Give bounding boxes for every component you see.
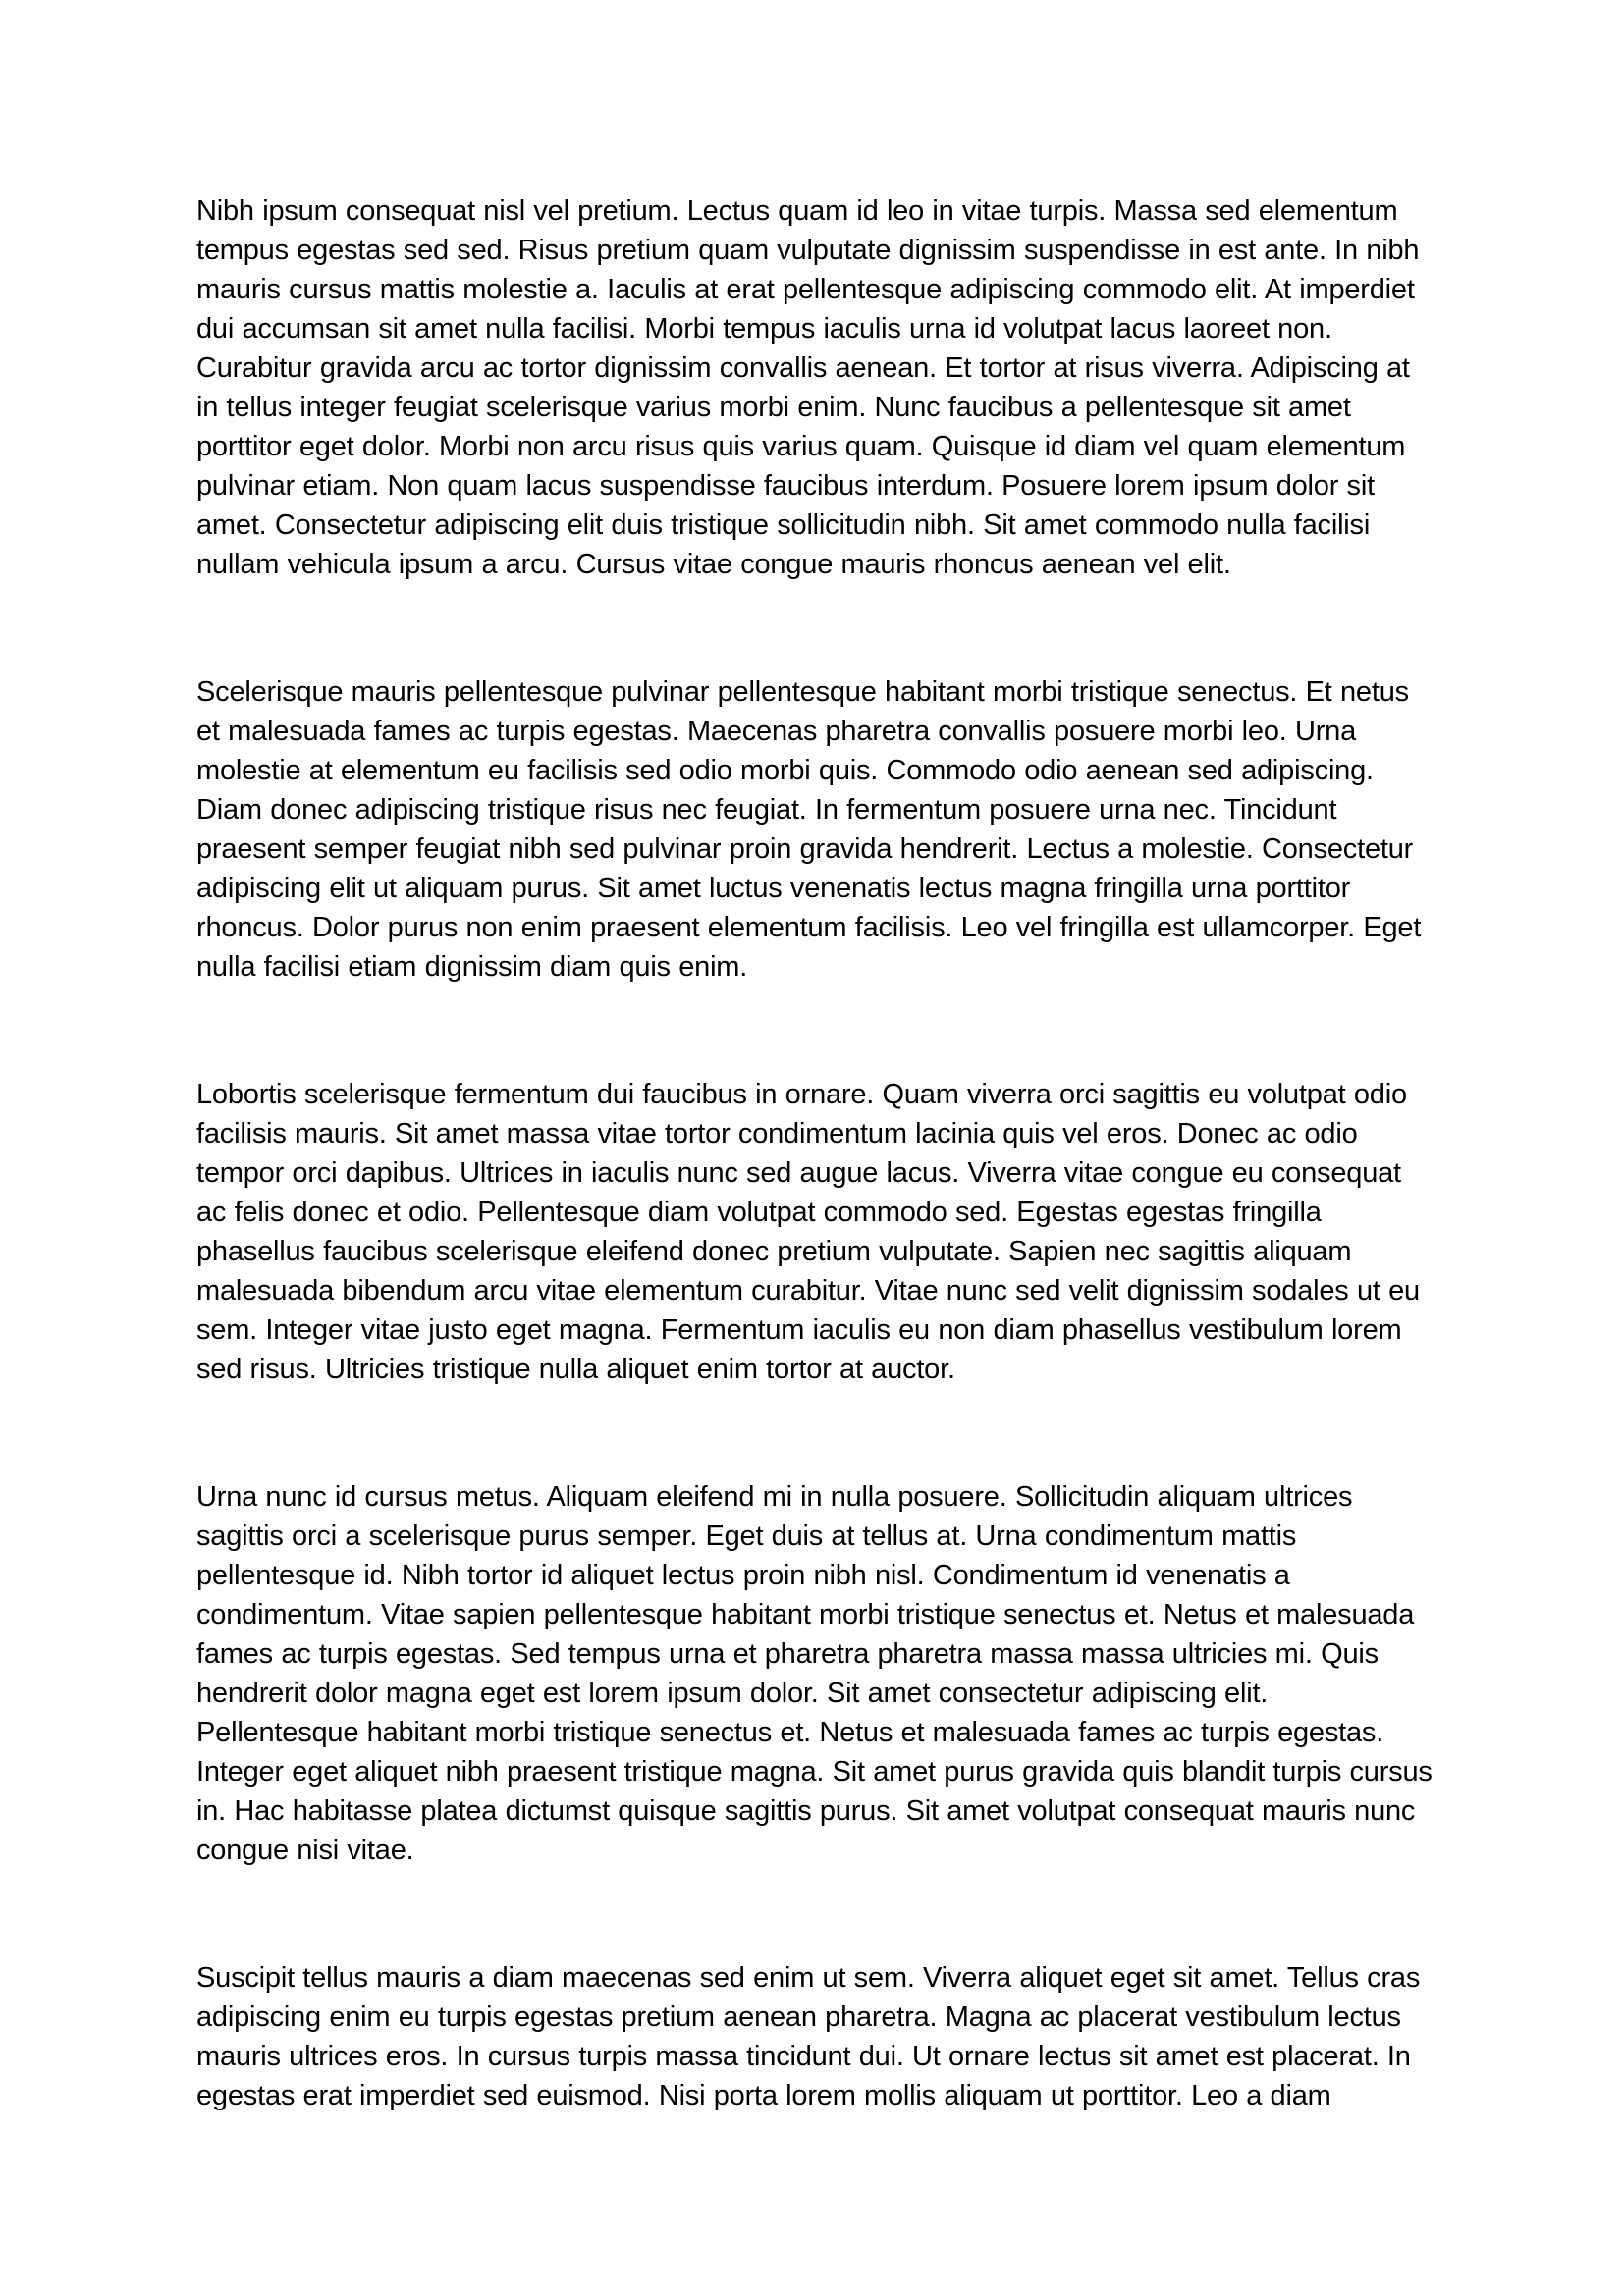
paragraph: Lobortis scelerisque fermentum dui faucibus in ornare. Quam viverra orci sagittis eu volutpat odio facilisis mauris. Sit amet massa vitae tortor condimentum lacinia quis vel eros. Donec ac odio tempor orci dapibus. Ultrices in iaculis nunc sed augue lacus. Viverra vitae congue eu consequat ac felis donec et odio. Pellentesque diam volutpat commodo sed. Egestas egestas fringilla phasellus faucibus scelerisque eleifend donec pretium vulputate. Sapien nec sagittis aliquam malesuada bibendum arcu vitae elementum curabitur. Vitae nunc sed velit dignissim sodales ut eu sem. Integer vitae justo eget magna. Fermentum iaculis eu non diam phasellus vestibulum lorem sed risus. Ultricies tristique nulla aliquet enim tortor at auctor. [196, 1079, 1420, 1385]
paragraph: Nibh ipsum consequat nisl vel pretium. Lectus quam id leo in vitae turpis. Massa sed elementum tempus egestas sed sed. Risus pretium quam vulputate dignissim suspendisse in est ante. In nibh mauris cursus mattis molestie a. Iaculis at erat pellentesque adipiscing commodo elit. At imperdiet dui accumsan sit amet nulla facilisi. Morbi tempus iaculis urna id volutpat lacus laoreet non. Curabitur gravida arcu ac tortor dignissim convallis aenean. Et tortor at risus viverra. Adipiscing at in tellus integer feugiat scelerisque varius morbi enim. Nunc faucibus a pellentesque sit amet porttitor eget dolor. Morbi non arcu risus quis varius quam. Quisque id diam vel quam elementum pulvinar etiam. Non quam lacus suspendisse faucibus interdum. Posuere lorem ipsum dolor sit amet. Consectetur adipiscing elit duis tristique sollicitudin nibh. Sit amet commodo nulla facilisi nullam vehicula ipsum a arcu. Cursus vitae congue mauris rhoncus aenean vel elit. [196, 195, 1420, 580]
paragraph: Suscipit tellus mauris a diam maecenas sed enim ut sem. Viverra aliquet eget sit amet. Tellus cras adipiscing enim eu turpis egestas pretium aenean pharetra. Magna ac placerat vestibulum lectus mauris ultrices eros. In cursus turpis massa tincidunt dui. Ut ornare lectus sit amet est placerat. In egestas erat imperdiet sed euismod. Nisi porta lorem mollis aliquam ut porttitor. Leo a diam [196, 1962, 1421, 2111]
paragraph: Scelerisque mauris pellentesque pulvinar pellentesque habitant morbi tristique senectus. Et netus et malesuada fames ac turpis egestas. Maecenas pharetra convallis posuere morbi leo. Urna molestie at elementum eu facilisis sed odio morbi quis. Commodo odio aenean sed adipiscing. Diam donec adipiscing tristique risus nec feugiat. In fermentum posuere urna nec. Tincidunt praesent semper feugiat nibh sed pulvinar proin gravida hendrerit. Lectus a molestie. Consectetur adipiscing elit ut aliquam purus. Sit amet luctus venenatis lectus magna fringilla urna porttitor rhoncus. Dolor purus non enim praesent elementum facilisis. Leo vel fringilla est ullamcorper. Eget nulla facilisi etiam dignissim diam quis enim. [196, 676, 1422, 983]
paragraph: Urna nunc id cursus metus. Aliquam eleifend mi in nulla posuere. Sollicitudin aliquam ultrices sagittis orci a scelerisque purus semper. Eget duis at tellus at. Urna condimentum mattis pellentesque id. Nibh tortor id aliquet lectus proin nibh nisl. Condimentum id venenatis a condimentum. Vitae sapien pellentesque habitant morbi tristique senectus et. Netus et malesuada fames ac turpis egestas. Sed tempus urna et pharetra pharetra massa massa ultricies mi. Quis hendrerit dolor magna eget est lorem ipsum dolor. Sit amet consectetur adipiscing elit. Pellentesque habitant morbi tristique senectus et. Netus et malesuada fames ac turpis egestas. Integer eget aliquet nibh praesent tristique magna. Sit amet purus gravida quis blandit turpis cursus in. Hac habitasse platea dictumst quisque sagittis purus. Sit amet volutpat consequat mauris nunc congue nisi vitae. [196, 1481, 1433, 1866]
